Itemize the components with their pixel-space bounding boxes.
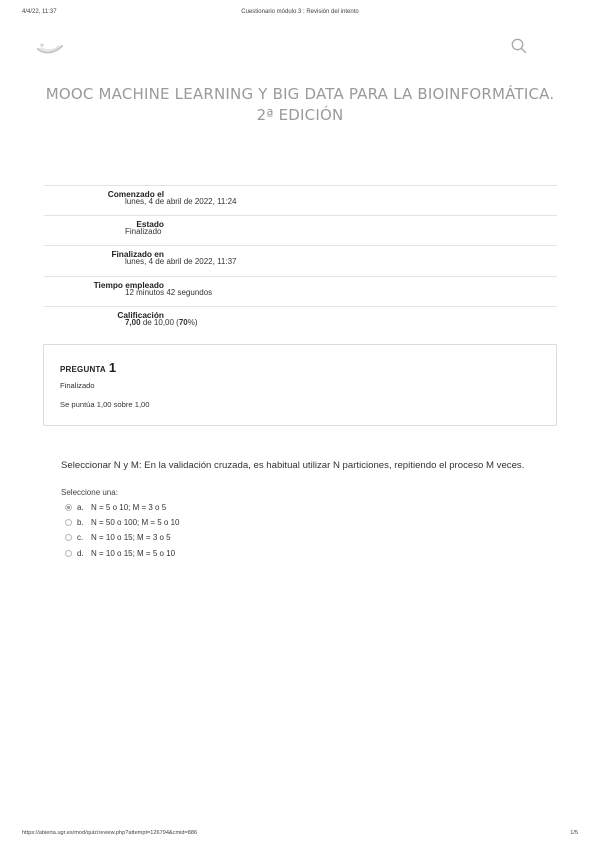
summary-row-finished — [44, 246, 557, 276]
summary-row-grade — [44, 307, 557, 337]
grade-percent: 70 — [178, 317, 188, 327]
print-url: https://abierta.ugr.es/mod/quiz/review.php?attempt=126794&cmid=886 — [22, 830, 198, 836]
course-title: MOOC MACHINE LEARNING Y BIG DATA PARA LA BIOINFORMÁTICA. 2ª EDICIÓN — [45, 85, 555, 124]
attempt-summary-table — [44, 185, 557, 337]
radio-c[interactable] — [65, 534, 72, 541]
answer-letter: b. — [77, 518, 84, 528]
print-page-title: Cuestionario módulo 3 : Revisión del intento — [241, 9, 359, 15]
question-text: Seleccionar N y M: En la validación cruzada, es habitual utilizar N particiones, repitiendo el proceso M veces. — [61, 460, 525, 471]
answer-text: N = 10 o 15; M = 5 o 10 — [91, 548, 176, 558]
question-state: Finalizado — [60, 381, 95, 390]
question-info-box — [43, 344, 557, 426]
time-label: Tiempo empleado — [93, 279, 164, 290]
radio-b[interactable] — [65, 519, 72, 526]
radio-d[interactable] — [65, 550, 72, 557]
summary-row-started — [44, 186, 557, 216]
answer-text: N = 5 o 10; M = 3 o 5 — [91, 503, 167, 512]
question-grade: Se puntúa 1,00 sobre 1,00 — [60, 400, 150, 409]
answer-letter: a. — [77, 503, 84, 512]
answer-letter: c. — [77, 533, 84, 543]
question-number: 1 — [108, 360, 117, 375]
finished-label: Finalizado en — [111, 249, 164, 260]
started-value: lunes, 4 de abril de 2022, 11:24 — [125, 197, 237, 206]
question-heading — [60, 360, 116, 375]
finished-value: lunes, 4 de abril de 2022, 11:37 — [125, 257, 237, 267]
print-footer — [22, 830, 578, 840]
summary-row-state — [44, 216, 557, 246]
answer-letter: d. — [77, 548, 84, 558]
answer-text: N = 50 o 100; M = 5 o 10 — [91, 518, 180, 528]
grade-end: %) — [187, 317, 198, 327]
summary-row-time — [44, 277, 557, 307]
grade-value — [125, 318, 198, 327]
question-label: PREGUNTA — [60, 365, 106, 374]
state-value: Finalizado — [125, 227, 162, 237]
print-page-number: 1/5 — [570, 830, 578, 836]
print-datetime: 4/4/22, 11:37 — [22, 9, 57, 15]
grade-score: 7,00 — [125, 317, 141, 327]
grade-label: Calificación — [117, 309, 164, 320]
started-label: Comenzado el — [107, 189, 164, 199]
search-icon[interactable] — [510, 37, 528, 55]
answer-text: N = 10 o 15; M = 3 o 5 — [91, 533, 171, 543]
time-value: 12 minutos 42 segundos — [125, 287, 213, 297]
answer-prompt: Seleccione una: — [61, 488, 118, 497]
logo-swoosh-icon[interactable] — [36, 40, 64, 56]
grade-mid: de 10,00 ( — [142, 317, 179, 327]
state-label: Estado — [136, 219, 164, 230]
radio-a[interactable] — [65, 504, 72, 511]
print-header — [22, 9, 578, 19]
